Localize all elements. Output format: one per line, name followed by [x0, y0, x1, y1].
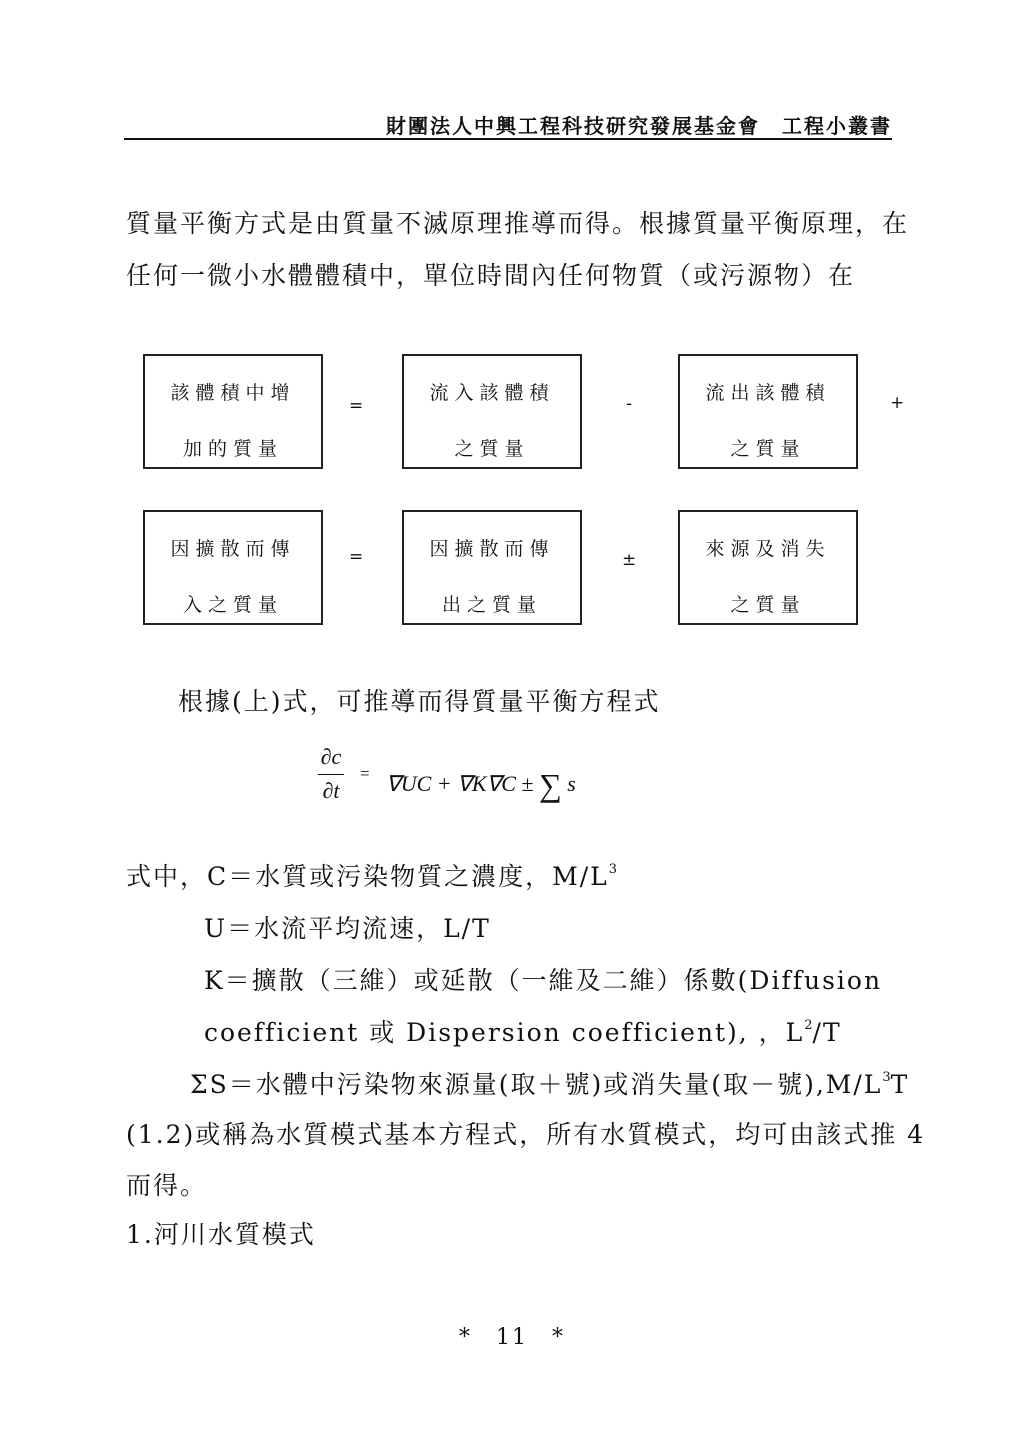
box-inflow-mass — [402, 354, 582, 469]
equation-rhs — [386, 762, 576, 803]
box-label: 該體積中增 — [170, 382, 296, 404]
definition-s-unit: T — [890, 1070, 910, 1099]
operator-equals: = — [349, 547, 364, 567]
box-label: 加的質量 — [182, 438, 283, 460]
equation-rhs-tail: s — [561, 771, 576, 796]
superscript: 3 — [882, 1070, 891, 1085]
page-number: * 11 * — [459, 1325, 565, 1350]
operator-plus: + — [890, 393, 905, 413]
box-outflow-mass — [678, 354, 858, 469]
derivation-text: 根據(上)式，可推導而得質量平衡方程式 — [178, 687, 661, 716]
superscript: 2 — [804, 1018, 813, 1033]
definition-k-line-1: K＝擴散（三維）或延散（一維及二維）係數(Diffusion — [204, 966, 883, 995]
box-label: 流出該體積 — [705, 382, 831, 404]
page-header — [124, 110, 892, 140]
box-diffusion-out-mass — [402, 510, 582, 625]
body-line-2: 而得。 — [126, 1171, 208, 1200]
header-title: 財團法人中興工程科技研究發展基金會 工程小叢書 — [386, 114, 892, 138]
fraction-bar — [318, 774, 344, 775]
box-source-sink-mass — [678, 510, 858, 625]
box-label: 出之質量 — [441, 594, 542, 616]
sigma-symbol: ∑ — [538, 767, 562, 803]
definition-c-text: 式中，C＝水質或污染物質之濃度，M/L — [126, 862, 609, 891]
box-label: 之質量 — [730, 594, 806, 616]
box-label: 之質量 — [730, 438, 806, 460]
definition-s — [190, 1065, 909, 1101]
equation-numerator: ∂c — [320, 744, 342, 769]
mass-balance-equation — [316, 744, 636, 814]
operator-plus-minus: ± — [622, 550, 637, 570]
intro-line-1: 質量平衡方式是由質量不滅原理推導而得。根據質量平衡原理，在 — [126, 209, 910, 238]
equation-denominator: ∂t — [322, 778, 340, 803]
box-label: 入之質量 — [182, 594, 283, 616]
definition-c — [126, 857, 617, 893]
box-label: 來源及消失 — [705, 538, 831, 560]
equation-rhs-main: ∇UC + ∇K∇C ± — [386, 771, 539, 796]
box-increase-mass — [143, 354, 323, 469]
definition-k-unit: /T — [812, 1018, 842, 1047]
superscript: 3 — [608, 862, 618, 877]
box-label: 之質量 — [454, 438, 530, 460]
box-label: 流入該體積 — [429, 382, 555, 404]
definition-k-text: coefficient 或 Dispersion coefficient), ，L — [204, 1018, 805, 1047]
box-label: 因擴散而傳 — [429, 538, 555, 560]
section-heading: 1.河川水質模式 — [126, 1220, 316, 1249]
definition-u: U＝水流平均流速，L/T — [204, 914, 491, 943]
box-label: 因擴散而傳 — [170, 538, 296, 560]
operator-equals: = — [349, 396, 364, 416]
definition-s-text: ΣS＝水體中污染物來源量(取＋號)或消失量(取－號),M/L — [190, 1070, 883, 1099]
operator-minus: - — [626, 394, 633, 414]
definition-k-line-2 — [204, 1013, 842, 1049]
equation-equals: = — [360, 764, 370, 783]
body-line-1: (1.2)或稱為水質模式基本方程式，所有水質模式，均可由該式推 4 — [126, 1120, 926, 1149]
box-diffusion-in-mass — [143, 510, 323, 625]
intro-line-2: 任何一微小水體體積中，單位時間內任何物質（或污源物）在 — [126, 261, 856, 290]
